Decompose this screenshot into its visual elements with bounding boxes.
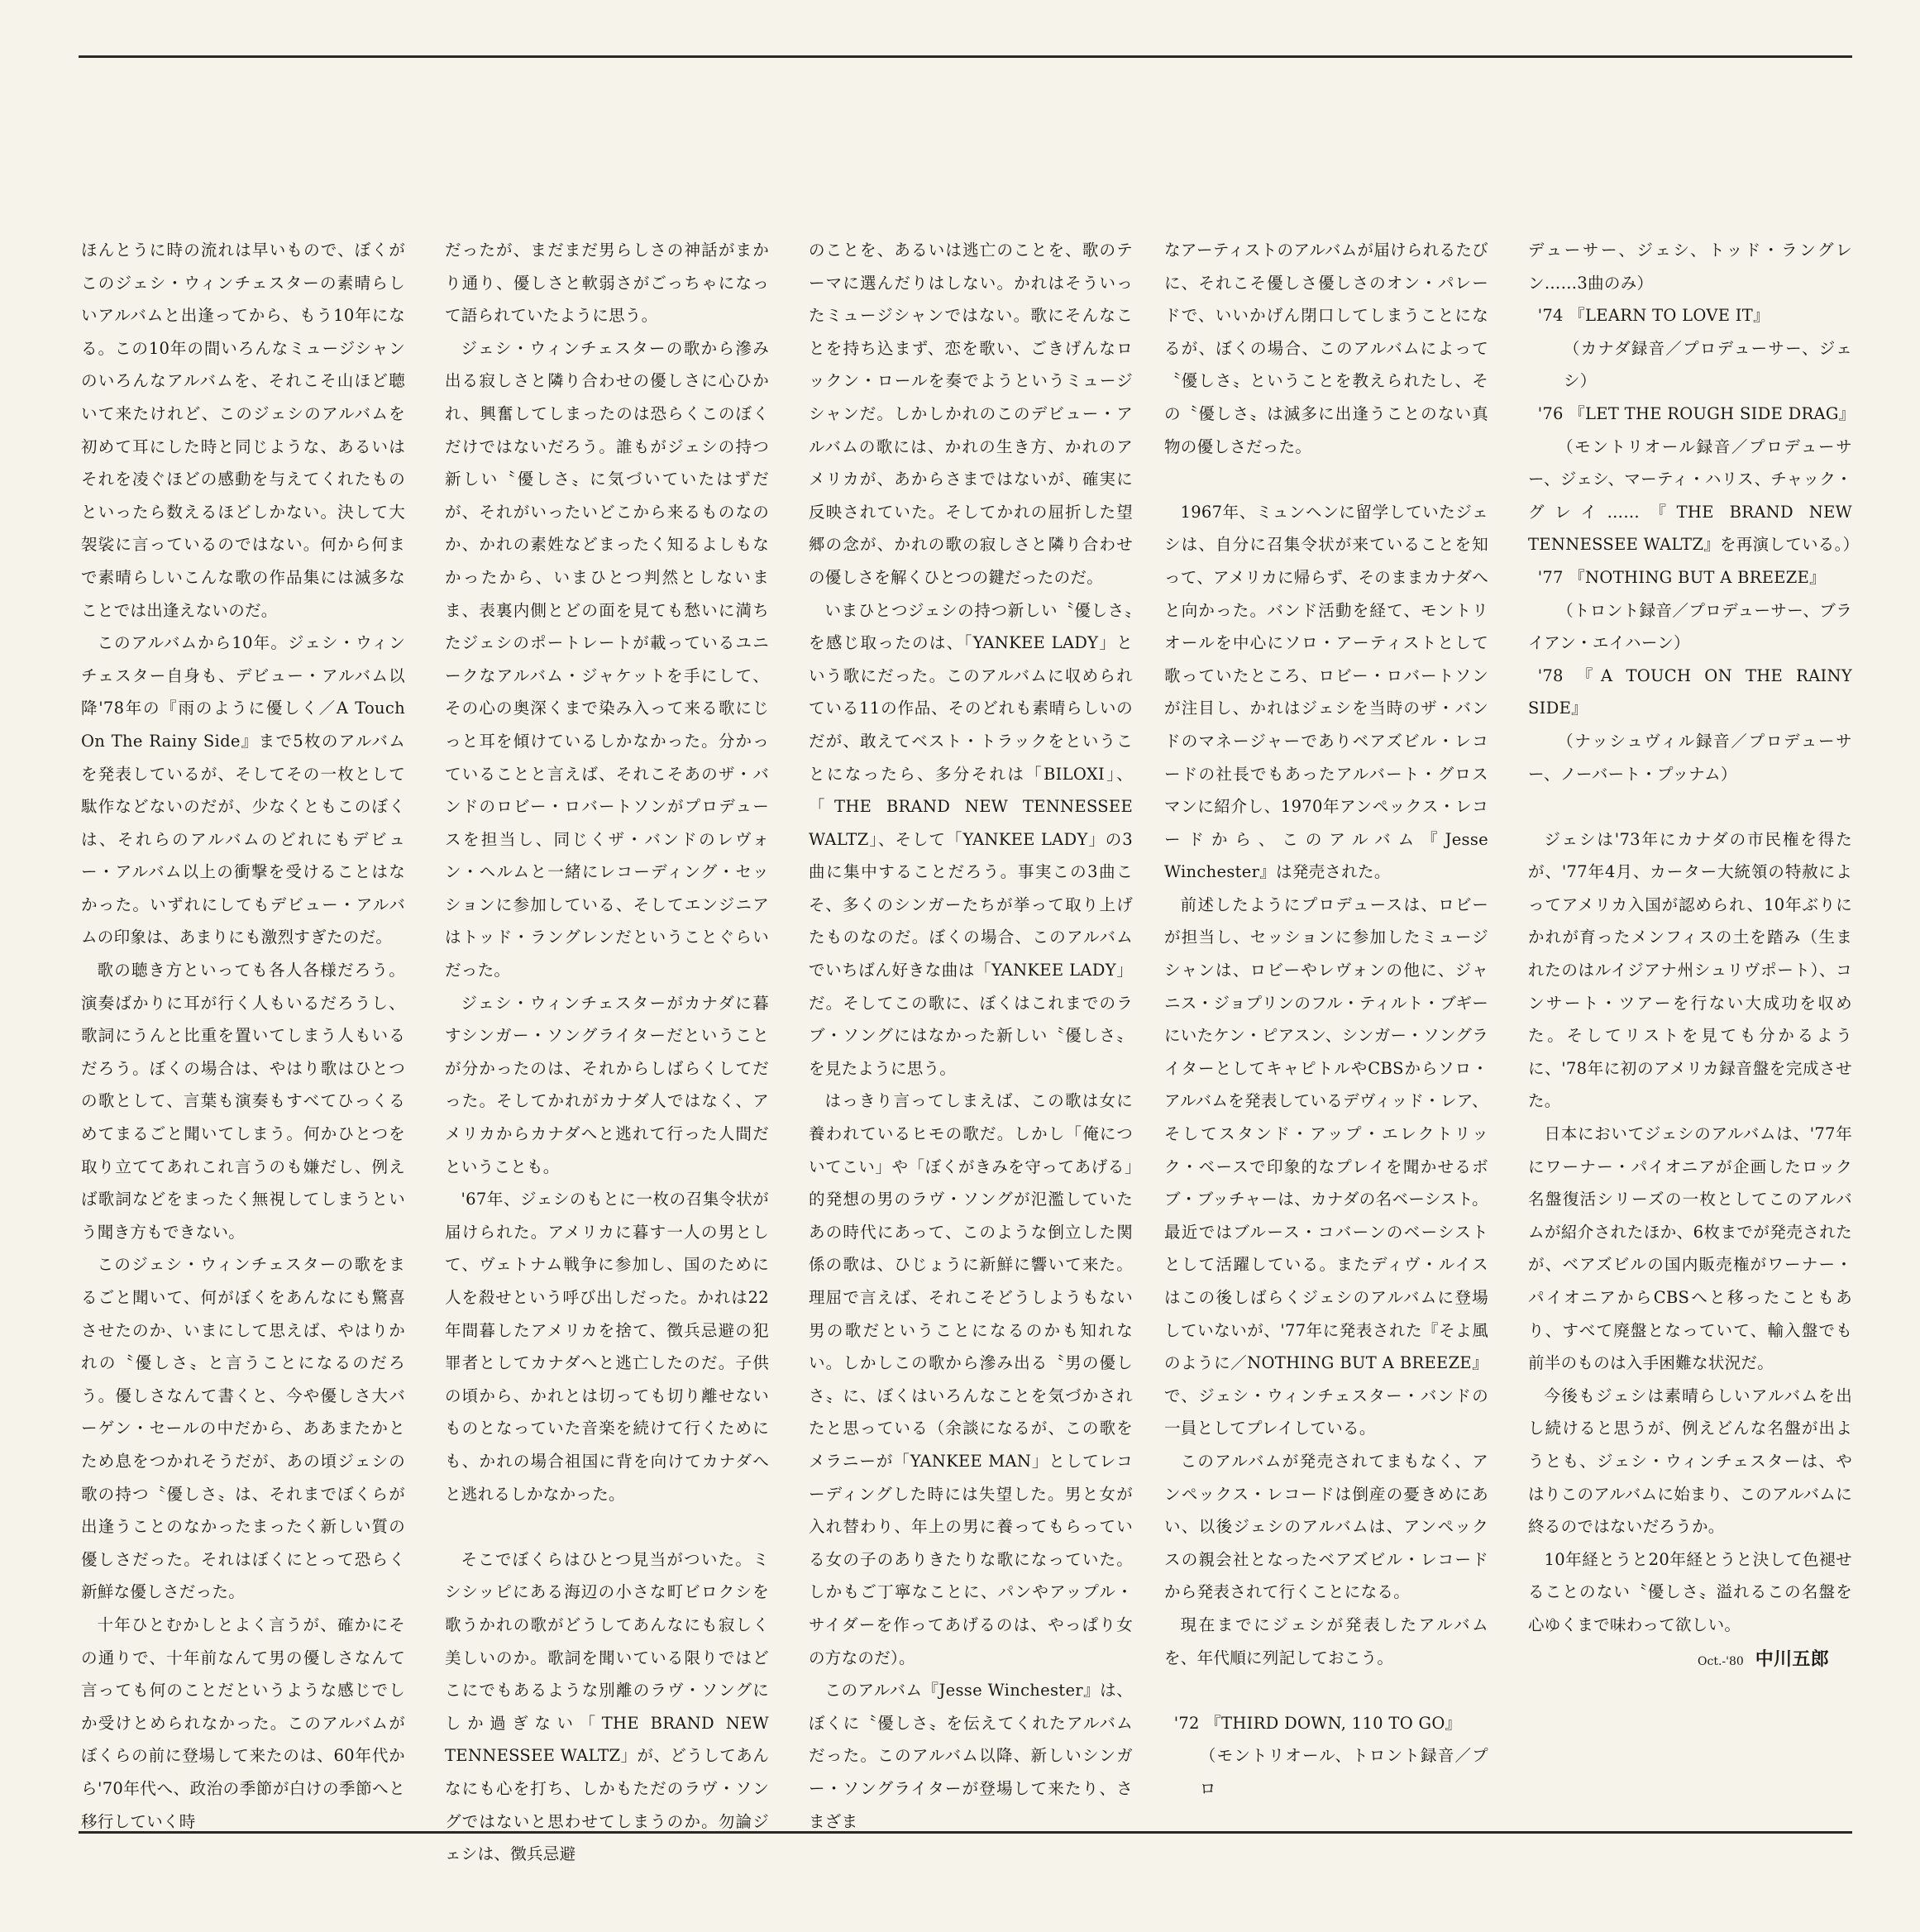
paragraph-gap xyxy=(1164,1674,1488,1707)
discography-detail: （ナッシュヴィル録音／プロデューサー、ノーバート・プッナム） xyxy=(1528,731,1852,784)
paragraph: ジェシは'73年にカナダの市民権を得たが、'77年4月、カーター大統領の特赦によってアメリカ入国が認められ、10年ぶりにかれが育ったメンフィスの土を踏み（生まれたのはルイジアナ州シュリヴポート）、コンサート・ツアーを行ない大成功を収めた。そしてリストを見ても分かるように、'78年に初のアメリカ録音盤を完成させた。 xyxy=(1528,829,1852,1111)
paragraph: 今後もジェシは素晴らしいアルバムを出し続けると思うが、例えどんな名盤が出ようとも、ジェシ・ウィンチェスターは、やはりこのアルバムに始まり、このアルバムに終るのではないだろうか。 xyxy=(1528,1386,1852,1537)
paragraph: ほんとうに時の流れは早いもので、ぼくがこのジェシ・ウィンチェスターの素晴らしいアルバムと出逢ってから、もう10年になる。この10年の間いろんなミュージシャンのいろんなアルバムを、それこそ山ほど聴いて来たけれど、このジェシのアルバムを初めて耳にした時と同じような、あるいはそれを凌ぐほどの感動を与えてくれたものといったら数えるほどしかない。決して大袈裟に言っているのではない。何から何まで素晴らしいこんな歌の作品集には滅多なことでは出逢えないのだ。 xyxy=(81,241,405,620)
signature xyxy=(1528,1643,1852,1679)
paragraph: のことを、あるいは逃亡のことを、歌のテーマに選んだりはしない。かれはそういったミュージシャンではない。歌にそんなことを持ち込まず、恋を歌い、ごきげんなロックン・ロールを奏でようというミュージシャンだ。しかしかれのこのデビュー・アルバムの歌には、かれの生き方、かれのアメリカが、あからさまではないが、確実に反映されていた。そしてかれの屈折した望郷の念が、かれの歌の寂しさと隣り合わせの優しさを解くひとつの鍵だったのだ。 xyxy=(809,241,1133,587)
text-column-2 xyxy=(445,234,769,1871)
discography-detail: デューサー、ジェシ、トッド・ラングレン……3曲のみ） xyxy=(1528,241,1852,293)
paragraph: そこでぼくらはひとつ見当がついた。ミシシッピにある海辺の小さな町ビロクシを歌うかれの歌がどうしてあんなにも寂しく美しいのか。歌詞を聞いている限りではどこにでもあるような別離のラヴ・ソングにしか過ぎない「THE BRAND NEW TENNESSEE WALTZ」が、どうしてあんなにも心を打ち、しかもただのラヴ・ソングではないと思わせてしまうのか。勿論ジェシは、徴兵忌避 xyxy=(445,1549,769,1864)
paragraph: なアーティストのアルバムが届けられるたびに、それこそ優しさ優しさのオン・パレードで、いいかげん閉口してしまうことになるが、ぼくの場合、このアルバムによって〝優しさ〟ということを教えられたし、その〝優しさ〟は滅多に出逢うことのない真物の優しさだった。 xyxy=(1164,241,1488,456)
text-column-3 xyxy=(809,234,1133,1838)
text-column-4 xyxy=(1164,234,1488,1806)
paragraph: 10年経とうと20年経とうと決して色褪せることのない〝優しさ〟溢れるこの名盤を心ゆくまで味わって欲しい。 xyxy=(1528,1549,1852,1634)
paragraph: 十年ひとむかしとよく言うが、確かにその通りで、十年前なんて男の優しさなんて言っても何のことだというような感じでしか受けとめられなかった。このアルバムがぼくらの前に登場して来たのは、60年代から'70年代へ、政治の季節が白けの季節へと移行していく時 xyxy=(81,1615,405,1831)
paragraph: '67年、ジェシのもとに一枚の召集令状が届けられた。アメリカに暮す一人の男として、ヴェトナム戦争に参加し、国のために人を殺せという呼び出しだった。かれは22年間暮したアメリカを捨て、徴兵忌避の犯罪者としてカナダへと逃亡したのだ。子供の頃から、かれとは切っても切り離せないものとなっていた音楽を続けて行くためにも、かれの場合祖国に背を向けてカナダへと逃れるしかなかった。 xyxy=(445,1190,769,1504)
discography-entry: '76 『LET THE ROUGH SIDE DRAG』 xyxy=(1537,403,1856,423)
discography-detail: （カナダ録音／プロデューサー、ジェシ） xyxy=(1563,338,1852,391)
discography-entry: '74 『LEARN TO LOVE IT』 xyxy=(1537,306,1770,326)
discography-entry: '77 『NOTHING BUT A BREEZE』 xyxy=(1537,567,1826,587)
paragraph-gap xyxy=(1528,790,1852,823)
paragraph: このアルバムが発売されてまもなく、アンペックス・レコードは倒産の憂きめにあい、以後ジェシのアルバムは、アンペックスの親会社となったベアズビル・レコードから発表されて行くことになる。 xyxy=(1164,1451,1488,1602)
paragraph: いまひとつジェシの持つ新しい〝優しさ〟を感じ取ったのは、「YANKEE LADY」という歌にだった。このアルバムに収められている11の作品、そのどれも素晴らしいのだが、敢えてベスト・トラックをということになったら、多分それは「BILOXI」、「THE BRAND NEW TENNESSEE WALTZ」、そして「YANKEE LADY」の3曲に集中することだろう。事実この3曲こそ、多くのシンガーたちが挙って取り上げたものなのだ。ぼくの場合、このアルバムでいちばん好きな曲は「YANKEE LADY」だ。そしてこの歌に、ぼくはこれまでのラブ・ソングにはなかった新しい〝優しさ〟を見たように思う。 xyxy=(809,600,1133,1078)
author-name: 中川五郎 xyxy=(1755,1648,1829,1670)
paragraph-gap xyxy=(1164,463,1488,496)
paragraph: このジェシ・ウィンチェスターの歌をまるごと聞いて、何がぼくをあんなにも驚喜させたのか、いまにして思えば、やはりかれの〝優しさ〟と言うことになるのだろう。優しさなんて書くと、今や優しさ大バーゲン・セールの中だから、ああまたかとため息をつかれそうだが、あの頃ジェシの歌の持つ〝優しさ〟は、それまでぼくらが出逢うことのなかったまったく新しい質の優しさだった。それはぼくにとって恐らく新鮮な優しさだった。 xyxy=(81,1255,405,1602)
paragraph: このアルバムから10年。ジェシ・ウィンチェスター自身も、デビュー・アルバム以降'78年の『雨のように優しく／A Touch On The Rainy Side』まで5枚のアルバムを発表しているが、そしてその一枚として駄作などないのだが、少なくともこのぼくは、それらのアルバムのどれにもデビュー・アルバム以上の衝撃を受けることはなかった。いずれにしてもデビュー・アルバムの印象は、あまりにも激烈すぎたのだ。 xyxy=(81,633,405,947)
discography-entry: '72 『THIRD DOWN, 110 TO GO』 xyxy=(1173,1713,1462,1733)
paragraph: ジェシ・ウィンチェスターがカナダに暮すシンガー・ソングライターだということが分かったのは、それからしばらくしてだった。そしてかれがカナダ人ではなく、アメリカからカナダへと逃れて行った人間だということも。 xyxy=(445,993,769,1176)
paragraph: 日本においてジェシのアルバムは、'77年にワーナー・パイオニアが企画したロック名盤復活シリーズの一枚としてこのアルバムが紹介されたほか、6枚までが発売されたが、ベアズビルの国内販売権がワーナー・パイオニアからCBSへと移ったこともあり、すべて廃盤となっていて、輸入盤でも前半のものは入手困難な状況だ。 xyxy=(1528,1124,1852,1373)
text-column-1 xyxy=(81,234,405,1838)
top-rule xyxy=(79,55,1852,58)
discography-detail: （モントリオール、トロント録音／プロ xyxy=(1199,1746,1488,1798)
discography-detail: （トロント録音／プロデューサー、ブライアン・エイハーン） xyxy=(1528,600,1852,653)
paragraph: はっきり言ってしまえば、この歌は女に養われているヒモの歌だ。しかし「俺についてこい」や「ぼくがきみを守ってあげる」的発想の男のラヴ・ソングが氾濫していたあの時代にあって、このような倒立した関係の歌は、ひじょうに新鮮に響いて来た。理屈で言えば、それこそどうしようもない男の歌だということになるのかも知れない。しかしこの歌から滲み出る〝男の優しさ〟に、ぼくはいろんなことを気づかされたと思っている（余談になるが、この歌をメラニーが「YANKEE MAN」としてレコーディングした時には失望した。男と女が入れ替わり、年上の男に養ってもらっている女の子のありきたりな歌になっていた。しかもご丁寧なことに、パンやアップル・サイダーを作ってあげるのは、やっぱり女の方なのだ）。 xyxy=(809,1091,1134,1667)
paragraph: ジェシ・ウィンチェスターの歌から滲み出る寂しさと隣り合わせの優しさに心ひかれ、興奮してしまったのは恐らくこのぼくだけではないだろう。誰もがジェシの持つ新しい〝優しさ〟に気づいていたはずだが、それがいったいどこから来るものなのか、かれの素姓などまったく知るよしもなかったから、いまひとつ判然としないまま、表裏内側とどの面を見ても愁いに満ちたジェシのポートレートが載っているユニークなアルバム・ジャケットを手にして、その心の奥深くまで染み入って来る歌にじっと耳を傾けているしかなかった。分かっていることと言えば、それこそあのザ・バンドのロビー・ロバートソンがプロデュースを担当し、同じくザ・バンドのレヴォン・ヘルムと一緒にレコーディング・セッションに参加している、そしてエンジニアはトッド・ラングレンだということぐらいだった。 xyxy=(445,338,769,980)
bottom-rule xyxy=(79,1831,1852,1834)
text-column-5 xyxy=(1528,234,1860,1678)
paragraph: 前述したようにプロデュースは、ロビーが担当し、セッションに参加したミュージシャンは、ロビーやレヴォンの他に、ジャニス・ジョプリンのフル・ティルト・ブギーにいたケン・ピアスン、シンガー・ソングライターとしてキャピトルやCBSからソロ・アルバムを発表しているデヴィッド・レア、そしてスタンド・アップ・エレクトリック・ベースで印象的なプレイを聞かせるボブ・ブッチャーは、カナダの名ベーシスト。最近ではブルース・コバーンのベーシストとして活躍している。またディヴ・ルイスはこの後しばらくジェシのアルバムに登場していないが、'77年に発表された『そよ風のように／NOTHING BUT A BREEZE』で、ジェシ・ウィンチェスター・バンドの一員としてプレイしている。 xyxy=(1164,894,1488,1438)
paragraph-gap xyxy=(445,1510,769,1543)
paragraph: だったが、まだまだ男らしさの神話がまかり通り、優しさと軟弱さがごっちゃになって語られていたように思う。 xyxy=(445,241,769,326)
paragraph: 1967年、ミュンヘンに留学していたジェシは、自分に召集令状が来ていることを知って、アメリカに帰らず、そのままカナダへと向かった。バンド活動を経て、モントリオールを中心にソロ・アーティストとして歌っていたところ、ロビー・ロバートソンが注目し、かれはジェシを当時のザ・バンドのマネージャーでありベアズビル・レコードの社長でもあったアルバート・グロスマンに紹介し、1970年アンペックス・レコードから、このアルバム『Jesse Winchester』は発売された。 xyxy=(1164,502,1488,882)
paragraph: 現在までにジェシが発表したアルバムを、年代順に列記しておこう。 xyxy=(1164,1615,1488,1667)
discography-entry: '78 『A TOUCH ON THE RAINY SIDE』 xyxy=(1528,665,1852,718)
paragraph: このアルバム『Jesse Winchester』は、ぼくに〝優しさ〟を伝えてくれたアルバムだった。このアルバム以降、新しいシンガー・ソングライターが登場して来たり、さまざま xyxy=(809,1681,1133,1831)
signature-date: Oct.-'80 xyxy=(1698,1654,1744,1668)
discography-detail: （モントリオール録音／プロデューサー、ジェシ、マーティ・ハリス、チャック・グレイ……『THE BRAND NEW TENNESSEE WALTZ』を再演している。） xyxy=(1528,436,1860,555)
paragraph: 歌の聴き方といっても各人各様だろう。演奏ばかりに耳が行く人もいるだろうし、歌詞にうんと比重を置いてしまう人もいるだろう。ぼくの場合は、やはり歌はひとつの歌として、言葉も演奏もすべてひっくるめてまるごと聞いてしまう。何かひとつを取り立ててあれこれ言うのも嫌だし、例えば歌詞などをまったく無視してしまうという聞き方もできない。 xyxy=(81,961,405,1242)
